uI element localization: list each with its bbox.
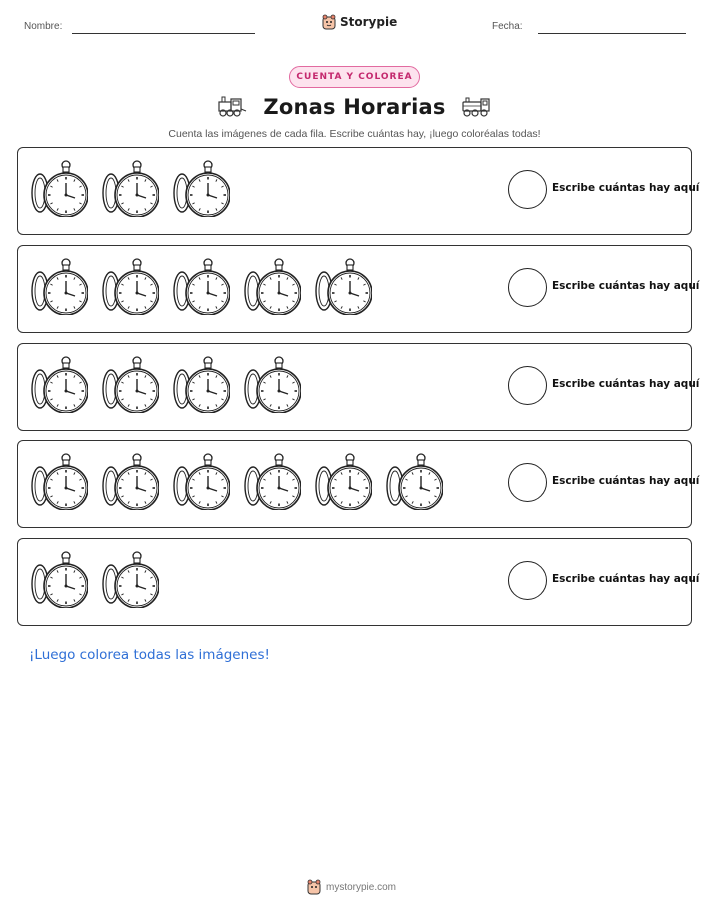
name-line[interactable]: [72, 33, 255, 34]
pocket-watch-icon: [30, 257, 88, 315]
pocket-watch-icon: [243, 355, 301, 413]
pocket-watch-icon: [101, 452, 159, 510]
pocket-watch-icon: [30, 159, 88, 217]
pocket-watch-icon: [172, 355, 230, 413]
locomotive-icon: [460, 96, 492, 118]
date-line[interactable]: [538, 33, 686, 34]
pocket-watch-icon: [172, 257, 230, 315]
pocket-watch-icon: [172, 159, 230, 217]
answer-prompt: Escribe cuántas hay aquí: [552, 475, 700, 487]
pocket-watch-icon: [243, 452, 301, 510]
storypie-mascot-icon: [307, 879, 321, 895]
instructions: Cuenta las imágenes de cada fila. Escribe cuántas hay, ¡luego coloréalas todas!: [168, 128, 541, 140]
counting-row: [17, 245, 700, 333]
row-items: [30, 257, 372, 315]
title-row: [0, 90, 709, 124]
answer-prompt: Escribe cuántas hay aquí: [552, 573, 700, 585]
train-icon: [217, 96, 249, 118]
date-label: Fecha:: [492, 21, 523, 32]
activity-badge: CUENTA Y COLOREA: [289, 66, 420, 88]
pocket-watch-icon: [172, 452, 230, 510]
pocket-watch-icon: [30, 550, 88, 608]
answer-circle[interactable]: [508, 561, 547, 600]
pocket-watch-icon: [101, 355, 159, 413]
row-items: [30, 159, 230, 217]
counting-row: [17, 147, 700, 235]
pocket-watch-icon: [30, 355, 88, 413]
answer-prompt: Escribe cuántas hay aquí: [552, 378, 700, 390]
row-items: [30, 550, 159, 608]
row-items: [30, 452, 443, 510]
answer-circle[interactable]: [508, 463, 547, 502]
counting-row: [17, 343, 700, 431]
brand-name: Storypie: [340, 15, 398, 29]
answer-prompt: Escribe cuántas hay aquí: [552, 280, 700, 292]
worksheet-header: [0, 14, 709, 44]
pocket-watch-icon: [101, 257, 159, 315]
answer-circle[interactable]: [508, 268, 547, 307]
pocket-watch-icon: [385, 452, 443, 510]
footer-url: mystorypie.com: [326, 881, 397, 893]
coloring-note: ¡Luego colorea todas las imágenes!: [29, 647, 270, 663]
pocket-watch-icon: [314, 452, 372, 510]
counting-row: [17, 538, 700, 626]
pocket-watch-icon: [101, 159, 159, 217]
answer-circle[interactable]: [508, 170, 547, 209]
answer-circle[interactable]: [508, 366, 547, 405]
pocket-watch-icon: [243, 257, 301, 315]
counting-row: [17, 440, 700, 528]
name-label: Nombre:: [24, 21, 63, 32]
storypie-mascot-icon: [322, 14, 336, 30]
pocket-watch-icon: [314, 257, 372, 315]
pocket-watch-icon: [30, 452, 88, 510]
answer-prompt: Escribe cuántas hay aquí: [552, 182, 700, 194]
pocket-watch-icon: [101, 550, 159, 608]
row-items: [30, 355, 301, 413]
brand-logo: [322, 14, 397, 30]
page-title: Zonas Horarias: [263, 95, 446, 119]
footer-brand: [307, 879, 396, 895]
